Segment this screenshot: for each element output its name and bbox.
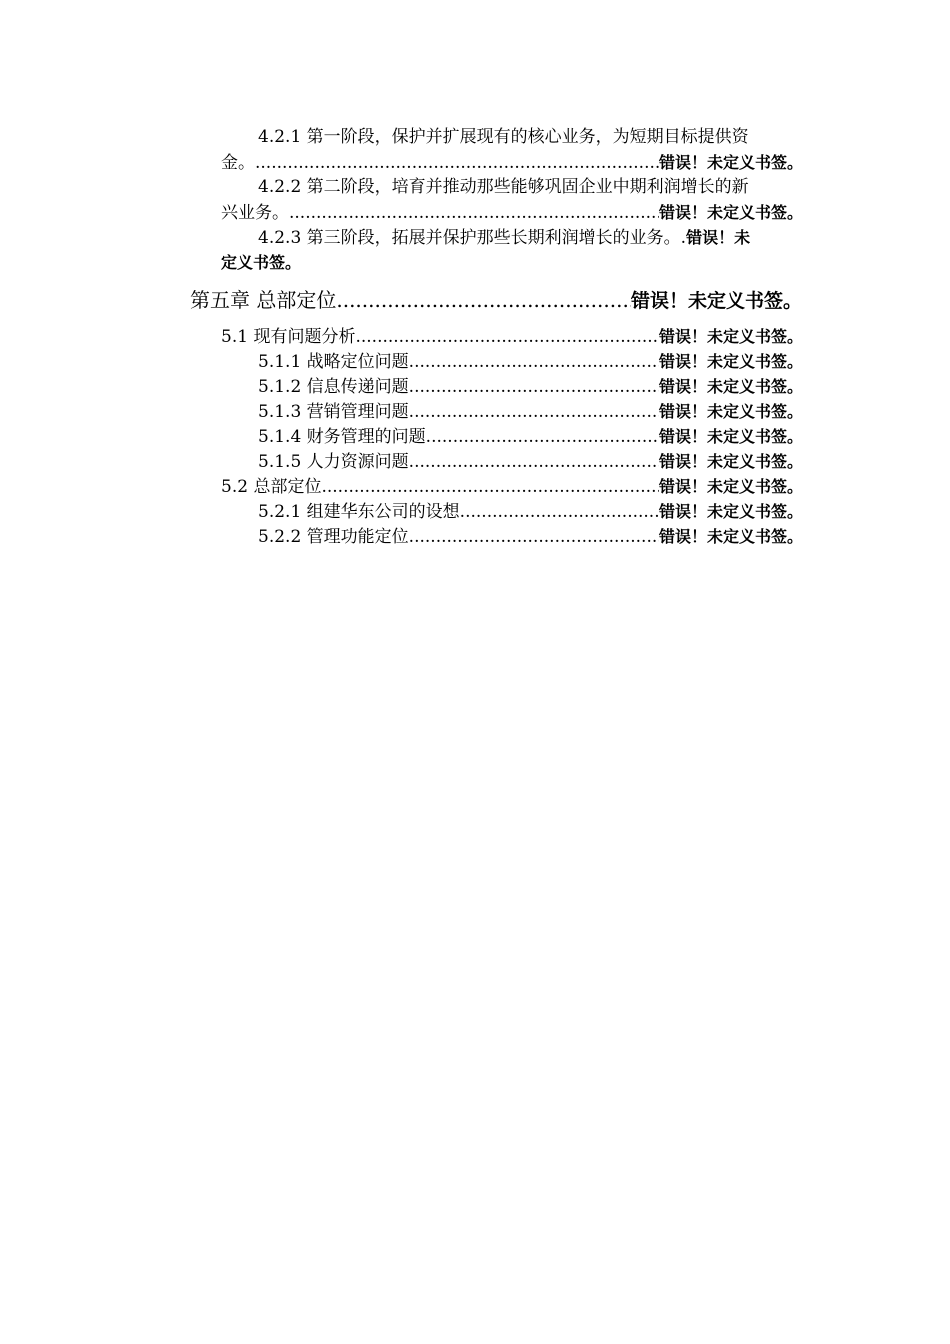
dot-leader bbox=[289, 201, 659, 226]
toc-entry-title: 4.2.3 第三阶段，拓展并保护那些长期利润增长的业务。. bbox=[258, 228, 687, 248]
page-ref-error: 错误！未定义书签。 bbox=[658, 203, 803, 222]
toc-entry-5-1-1[interactable] bbox=[258, 349, 803, 374]
toc-entry-4-2-2-line1[interactable] bbox=[258, 175, 749, 200]
page-ref-error: 错误！未定义书签。 bbox=[658, 427, 803, 446]
toc-entry-5-1-3[interactable] bbox=[258, 399, 803, 424]
dot-leader bbox=[355, 325, 659, 350]
page-ref-error: 错误！未定义书签。 bbox=[658, 377, 803, 396]
toc-entry-4-2-1-line1[interactable] bbox=[258, 125, 749, 150]
toc-entry-5-2-1[interactable] bbox=[258, 499, 803, 524]
toc-entry-5-1-2[interactable] bbox=[258, 374, 803, 399]
page-ref-error: 错误！未定义书签。 bbox=[658, 527, 803, 546]
toc-entry-title: 5.1.3 营销管理问题 bbox=[258, 402, 409, 422]
page-ref-error: 错误！未定义书签。 bbox=[658, 327, 803, 346]
toc-entry-5-1[interactable] bbox=[221, 324, 803, 349]
dot-leader bbox=[409, 375, 659, 400]
toc-entry-title: 兴业务。 bbox=[221, 203, 289, 223]
dot-leader bbox=[426, 425, 659, 450]
toc-chapter-5[interactable] bbox=[190, 285, 802, 315]
toc-entry-5-1-4[interactable] bbox=[258, 424, 803, 449]
dot-leader bbox=[409, 400, 659, 425]
toc-entry-title: 金。 bbox=[221, 153, 255, 173]
toc-entry-title: 4.2.1 第一阶段，保护并扩展现有的核心业务，为短期目标提供资 bbox=[258, 127, 749, 147]
toc-entry-title: 5.1.5 人力资源问题 bbox=[258, 452, 409, 472]
toc-entry-5-2[interactable] bbox=[221, 474, 803, 499]
toc-entry-title: 5.2.1 组建华东公司的设想 bbox=[258, 502, 460, 522]
toc-entry-title: 5.1.4 财务管理的问题 bbox=[258, 427, 426, 447]
page-ref-error: 定义书签。 bbox=[221, 253, 302, 272]
toc-entry-4-2-3-line1[interactable] bbox=[258, 225, 750, 250]
page-ref-error: 错误！未 bbox=[686, 228, 751, 247]
dot-leader bbox=[321, 475, 659, 500]
page-ref-error: 错误！未定义书签。 bbox=[630, 290, 802, 312]
page-ref-error: 错误！未定义书签。 bbox=[658, 352, 803, 371]
dot-leader bbox=[409, 525, 659, 550]
toc-entry-4-2-3-line2[interactable] bbox=[221, 250, 301, 275]
page-ref-error: 错误！未定义书签。 bbox=[658, 402, 803, 421]
toc-entry-5-2-2[interactable] bbox=[258, 524, 803, 549]
toc-entry-title: 5.1 现有问题分析 bbox=[221, 327, 356, 347]
page-ref-error: 错误！未定义书签。 bbox=[658, 502, 803, 521]
page-ref-error: 错误！未定义书签。 bbox=[658, 477, 803, 496]
toc-entry-title: 5.2.2 管理功能定位 bbox=[258, 527, 409, 547]
dot-leader bbox=[460, 500, 659, 525]
dot-leader bbox=[255, 151, 659, 176]
toc-entry-4-2-1-line2[interactable] bbox=[221, 150, 803, 175]
toc-entry-title: 5.1.1 战略定位问题 bbox=[258, 352, 409, 372]
dot-leader bbox=[409, 450, 659, 475]
dot-leader bbox=[409, 350, 659, 375]
toc-entry-4-2-2-line2[interactable] bbox=[221, 200, 803, 225]
toc-entry-title: 4.2.2 第二阶段，培育并推动那些能够巩固企业中期利润增长的新 bbox=[258, 177, 749, 197]
toc-entry-title: 5.1.2 信息传递问题 bbox=[258, 377, 409, 397]
dot-leader bbox=[336, 285, 631, 315]
page-ref-error: 错误！未定义书签。 bbox=[658, 153, 803, 172]
page-ref-error: 错误！未定义书签。 bbox=[658, 452, 803, 471]
toc-entry-5-1-5[interactable] bbox=[258, 449, 803, 474]
toc-chapter-title: 第五章 总部定位 bbox=[190, 288, 337, 312]
toc-entry-title: 5.2 总部定位 bbox=[221, 477, 322, 497]
